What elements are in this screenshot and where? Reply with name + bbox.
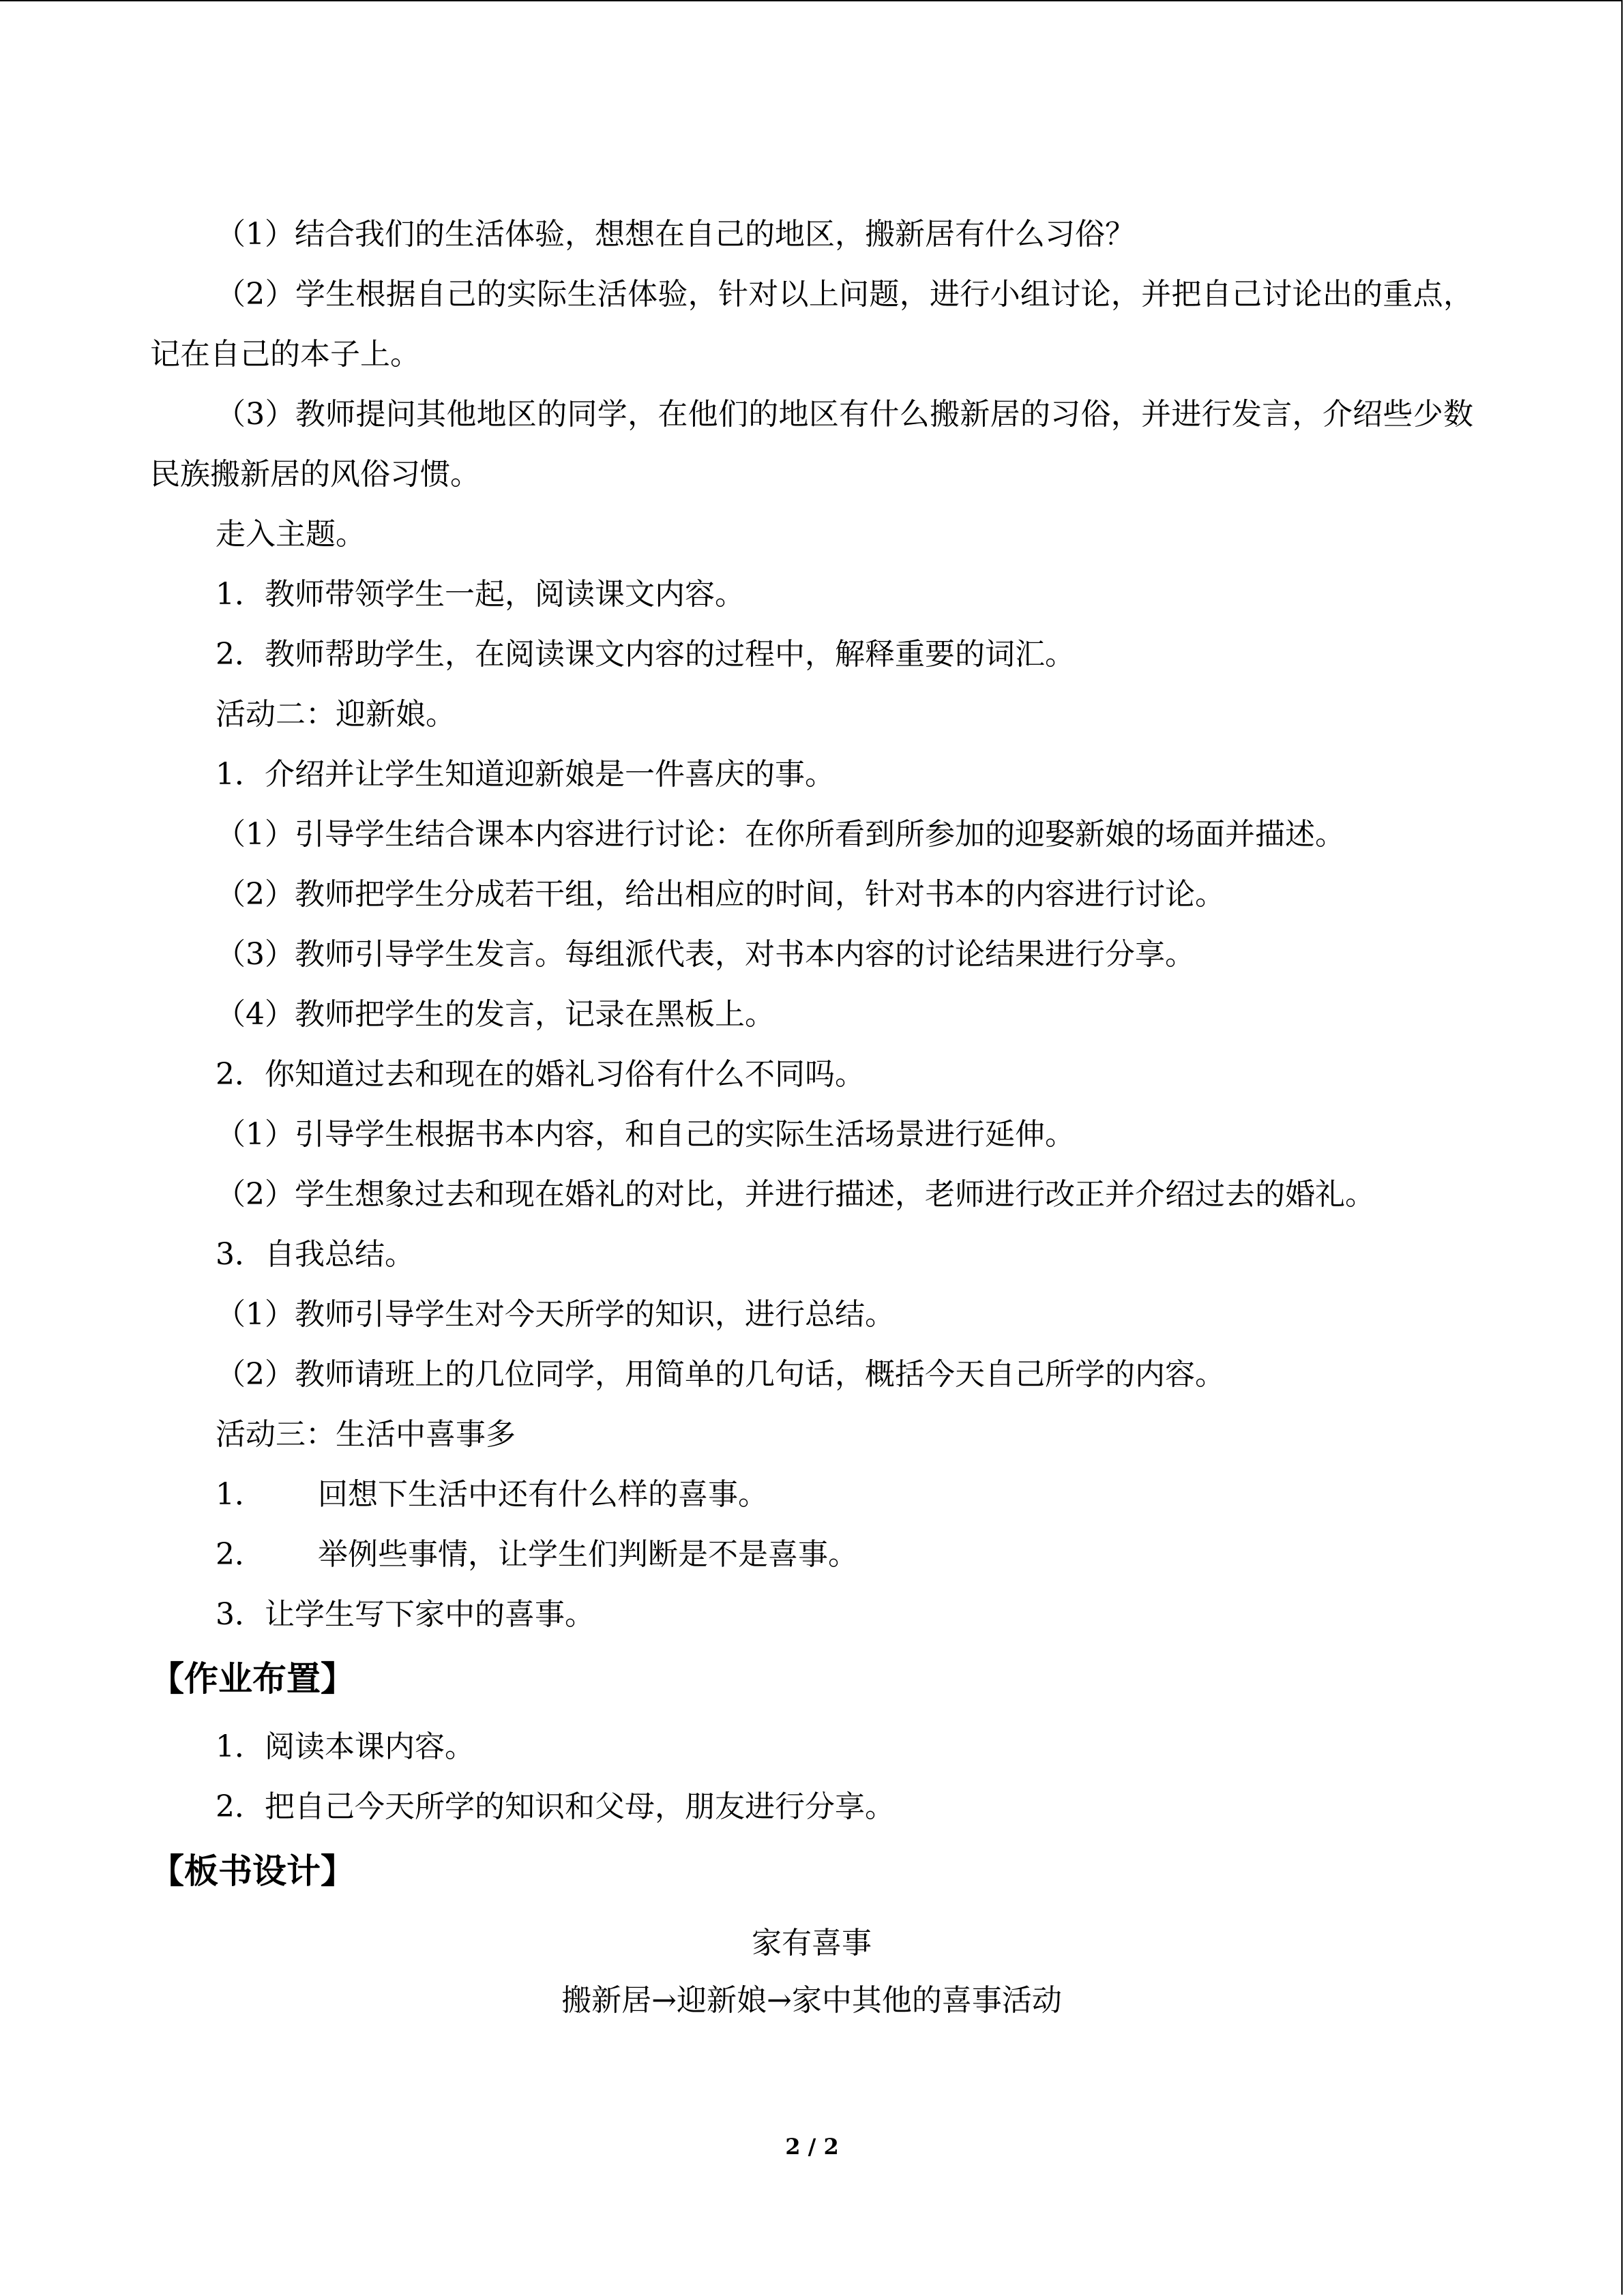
paragraph-activity2-sub-1: （1）引导学生结合课本内容进行讨论：在你所看到所参加的迎娶新娘的场面并描述。 [216, 817, 1345, 852]
homework-heading: 【作业布置】 [150, 1659, 355, 1699]
paragraph-question-2: （2）学生根据自己的实际生活体验，针对以上问题，进行小组讨论，并把自己讨论出的重点，记在自己的本子上。 [150, 277, 1473, 372]
paragraph-activity2-sub-3: （3）教师引导学生发言。每组派代表，对书本内容的讨论结果进行分享。 [216, 937, 1195, 972]
paragraph-activity2-sub-4: （4）教师把学生的发言，记录在黑板上。 [216, 997, 775, 1032]
paragraph-activity3-item-1 [150, 1465, 1473, 1525]
list-number: 1． [216, 1477, 265, 1512]
paragraph-activity3-item-2 [150, 1525, 1473, 1585]
paragraph-activity2-item-2: 2．你知道过去和现在的婚礼习俗有什么不同吗。 [216, 1057, 865, 1092]
board-title: 家有喜事 [752, 1926, 872, 1960]
paragraph-step-1: 1．教师带领学生一起，阅读课文内容。 [216, 577, 745, 612]
page-number: 2 / 2 [785, 2134, 839, 2160]
paragraph-enter-theme: 走入主题。 [216, 517, 366, 552]
paragraph-activity2-item3-sub-1: （1）教师引导学生对今天所学的知识，进行总结。 [216, 1297, 895, 1332]
board-design-heading: 【板书设计】 [150, 1851, 355, 1891]
list-text: 回想下生活中还有什么样的喜事。 [318, 1477, 768, 1512]
paragraph-activity3-item-3: 3．让学生写下家中的喜事。 [216, 1597, 595, 1632]
board-flow: 搬新居→迎新娘→家中其他的喜事活动 [561, 1983, 1062, 2018]
list-number: 2． [216, 1537, 265, 1572]
paragraph-activity2-item-1: 1．介绍并让学生知道迎新娘是一件喜庆的事。 [216, 757, 835, 792]
paragraph-activity2-item2-sub-2: （2）学生想象过去和现在婚礼的对比，并进行描述，老师进行改正并介绍过去的婚礼。 [216, 1177, 1375, 1212]
homework-item-2: 2．把自己今天所学的知识和父母，朋友进行分享。 [216, 1789, 895, 1824]
paragraph-step-2: 2．教师帮助学生，在阅读课文内容的过程中，解释重要的词汇。 [216, 637, 1075, 672]
activity-two-title: 活动二：迎新娘。 [216, 697, 456, 732]
paragraph-activity2-sub-2: （2）教师把学生分成若干组，给出相应的时间，针对书本的内容进行讨论。 [216, 877, 1225, 912]
paragraph-activity2-item3-sub-2: （2）教师请班上的几位同学，用简单的几句话，概括今天自己所学的内容。 [216, 1357, 1225, 1392]
list-text: 举例些事情，让学生们判断是不是喜事。 [318, 1537, 858, 1572]
paragraph-activity2-item-3: 3．自我总结。 [216, 1237, 415, 1272]
paragraph-activity2-item2-sub-1: （1）引导学生根据书本内容，和自己的实际生活场景进行延伸。 [216, 1117, 1075, 1152]
paragraph-question-3: （3）教师提问其他地区的同学，在他们的地区有什么搬新居的习俗，并进行发言，介绍些少数民族搬新居的风俗习惯。 [150, 397, 1473, 492]
paragraph-question-1: （1）结合我们的生活体验，想想在自己的地区，搬新居有什么习俗？ [216, 217, 1135, 252]
activity-three-title: 活动三：生活中喜事多 [216, 1417, 516, 1452]
homework-item-1: 1．阅读本课内容。 [216, 1729, 475, 1764]
document-body [150, 205, 1473, 2029]
